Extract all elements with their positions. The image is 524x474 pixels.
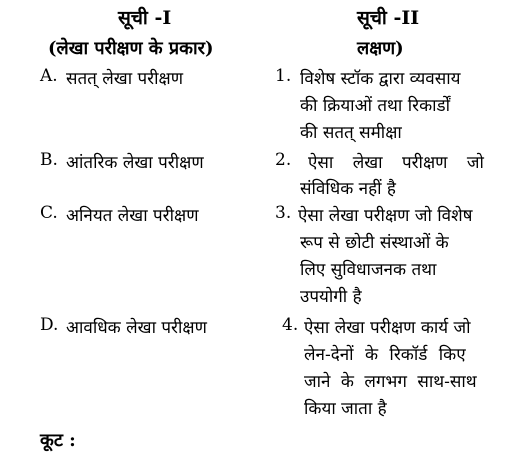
- list2-item-1-number: 1.: [275, 66, 292, 86]
- list2-item-3-line: लिए सुविधाजनक तथा: [300, 260, 437, 280]
- list1-subtitle: (लेखा परीक्षण के प्रकार): [48, 38, 214, 59]
- list2-item-2-line: ऐसा लेखा परीक्षण जो: [308, 153, 484, 173]
- code-label: कूट :: [40, 430, 76, 451]
- list2-title: सूची -II: [357, 7, 420, 29]
- list2-item-4-line: किया जाता है: [304, 399, 387, 419]
- list2-item-3-line: उपयोगी है: [300, 287, 362, 307]
- list2-item-1-line: विशेष स्टॉक द्वारा व्यवसाय: [300, 69, 461, 89]
- list1-item-c-label: C.: [40, 203, 58, 223]
- list2-item-3-line: रूप से छोटी संस्थाओं के: [300, 233, 449, 253]
- list2-item-4-line: जाने के लगभग साथ-साथ: [304, 372, 477, 392]
- list1-item-b-text: आंतरिक लेखा परीक्षण: [66, 153, 204, 173]
- list2-item-3-number: 3.: [275, 203, 292, 223]
- list1-item-c-text: अनियत लेखा परीक्षण: [66, 206, 199, 226]
- list2-subtitle: लक्षण): [357, 38, 404, 59]
- list2-item-1-line: की क्रियाओं तथा रिकार्डों: [300, 96, 451, 116]
- list2-item-2-line: संविधिक नहीं है: [300, 179, 396, 199]
- list2-item-4-number: 4.: [282, 315, 299, 335]
- list1-item-b-label: B.: [40, 150, 58, 170]
- list2-item-4-line: लेन-देनों के रिकॉर्ड किए: [304, 345, 466, 365]
- list2-item-1-line: की सतत् समीक्षा: [300, 123, 402, 143]
- list1-item-a-text: सतत् लेखा परीक्षण: [66, 69, 184, 89]
- list1-item-d-label: D.: [40, 315, 59, 335]
- list2-item-4-line: ऐसा लेखा परीक्षण कार्य जो: [304, 318, 471, 338]
- list1-item-d-text: आवधिक लेखा परीक्षण: [66, 318, 207, 338]
- list2-item-3-line: ऐसा लेखा परीक्षण जो विशेष: [298, 206, 473, 226]
- list2-item-2-number: 2.: [275, 150, 292, 170]
- list1-item-a-label: A.: [40, 66, 58, 86]
- list1-title: सूची -I: [118, 7, 172, 29]
